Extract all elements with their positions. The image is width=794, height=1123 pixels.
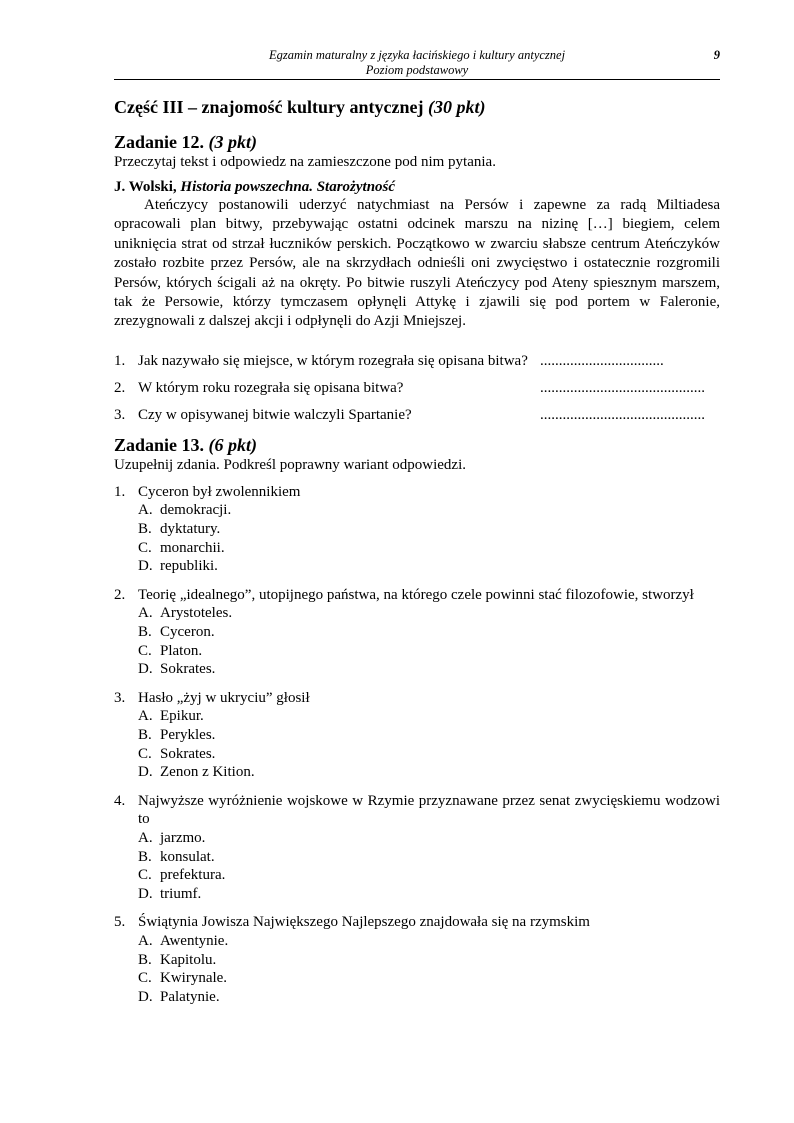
page-number: 9 bbox=[713, 48, 720, 62]
option-text[interactable]: monarchii. bbox=[160, 539, 225, 556]
option-letter: A. bbox=[138, 502, 153, 519]
question-text: Cyceron był zwolennikiem bbox=[138, 483, 301, 500]
option-letter: B. bbox=[138, 951, 152, 968]
option-text[interactable]: Kapitolu. bbox=[160, 951, 217, 968]
answer-option[interactable] bbox=[138, 969, 720, 988]
answer-option[interactable] bbox=[138, 707, 720, 726]
task-12-points: (3 pkt) bbox=[208, 132, 258, 152]
task-13-questions bbox=[114, 483, 720, 1006]
option-text[interactable]: Arystoteles. bbox=[160, 605, 233, 622]
page-header bbox=[114, 48, 720, 80]
question-text: W którym roku rozegrała się opisana bitwa? bbox=[138, 379, 404, 396]
option-letter: A. bbox=[138, 829, 153, 846]
option-text[interactable]: triumf. bbox=[160, 885, 202, 902]
choice-question bbox=[114, 483, 720, 576]
task-13-title bbox=[114, 435, 720, 456]
choice-question bbox=[114, 913, 720, 1006]
answer-option[interactable] bbox=[138, 988, 720, 1007]
source-text: Ateńczycy postanowili uderzyć natychmiast na Persów i zapewne za radą Miltiadesa opracowali plan bitwy, przebywając ostatni odcinek marszu na nizinę […] biegiem, celem uniknięcia strat od strzał łuczników perskich. Początkowo w zwarciu słabsze centrum Ateńczyków zostało rozbite przez Persów, ale na skrzydłach odnieśli oni zwycięstwo i ostatecznie rozgromili Persów, których ścigali aż na okręty. Po bitwie ruszyli Ateńczycy pod Ateny spiesznym marszem, tak że Persowie, którzy tymczasem opłynęli Attykę i zjawili się pod portem w Faleronie, zrezygnowali z dalszej akcji i odpłynęli do Azji Mniejszej. bbox=[114, 197, 720, 330]
option-text[interactable]: republiki. bbox=[160, 558, 218, 575]
answer-option[interactable] bbox=[138, 501, 720, 520]
option-letter: C. bbox=[138, 642, 152, 659]
task-12-questions bbox=[114, 352, 720, 424]
option-letter: C. bbox=[138, 970, 152, 987]
question-number: 4. bbox=[114, 792, 126, 809]
option-letter: A. bbox=[138, 708, 153, 725]
task-12-title bbox=[114, 132, 720, 153]
source-citation bbox=[114, 178, 720, 196]
option-letter: B. bbox=[138, 848, 152, 865]
option-letter: C. bbox=[138, 867, 152, 884]
source-author: J. Wolski, bbox=[114, 179, 177, 195]
option-text[interactable]: Awentynie. bbox=[160, 932, 229, 949]
option-letter: B. bbox=[138, 624, 152, 640]
choice-question bbox=[114, 689, 720, 782]
header-level: Poziom podstawowy bbox=[365, 63, 469, 77]
task-12-title-text: Zadanie 12. bbox=[114, 132, 205, 152]
task-13-points: (6 pkt) bbox=[208, 434, 258, 455]
part-points: (30 pkt) bbox=[427, 97, 486, 117]
option-text[interactable]: Platon. bbox=[160, 642, 203, 659]
option-text[interactable]: konsulat. bbox=[160, 848, 215, 865]
source-title: Historia powszechna. Starożytność bbox=[180, 179, 396, 195]
question-number: 5. bbox=[114, 914, 126, 931]
answer-option[interactable] bbox=[138, 951, 720, 970]
option-letter: A. bbox=[138, 932, 153, 949]
answer-option[interactable] bbox=[138, 848, 720, 867]
page-content bbox=[114, 96, 720, 1006]
task-12-instruction: Przeczytaj tekst i odpowiedz na zamieszczone pod nim pytania. bbox=[114, 154, 496, 170]
part-title-text: Część III – znajomość kultury antycznej bbox=[114, 97, 424, 117]
option-letter: D. bbox=[138, 764, 153, 781]
answer-option[interactable] bbox=[138, 866, 720, 885]
option-letter: C. bbox=[138, 539, 152, 556]
answer-option[interactable] bbox=[138, 660, 720, 679]
question-row bbox=[114, 379, 720, 397]
option-text[interactable]: Cyceron. bbox=[160, 624, 215, 640]
option-text[interactable]: Sokrates. bbox=[160, 661, 216, 678]
option-text[interactable]: Epikur. bbox=[160, 708, 204, 725]
part-title bbox=[114, 96, 720, 118]
header-exam-title: Egzamin maturalny z języka łacińskiego i kultury antycznej bbox=[268, 48, 566, 62]
answer-option[interactable] bbox=[138, 932, 720, 951]
question-number: 3. bbox=[114, 406, 126, 423]
answer-blank[interactable]: ............................................ bbox=[540, 406, 705, 423]
option-letter: B. bbox=[138, 521, 152, 538]
answer-option[interactable] bbox=[138, 520, 720, 539]
answer-blank[interactable]: ................................. bbox=[540, 352, 664, 369]
task-13-instruction: Uzupełnij zdania. Podkreśl poprawny wariant odpowiedzi. bbox=[114, 456, 466, 473]
option-text[interactable]: Kwirynale. bbox=[160, 970, 228, 987]
option-text[interactable]: dyktatury. bbox=[160, 521, 221, 538]
question-row bbox=[114, 406, 720, 424]
task-13-title-text: Zadanie 13. bbox=[114, 434, 205, 455]
choice-question bbox=[114, 586, 720, 679]
option-text[interactable]: Sokrates. bbox=[160, 745, 216, 762]
option-text[interactable]: Perykles. bbox=[160, 726, 216, 743]
option-letter: B. bbox=[138, 726, 152, 743]
answer-option[interactable] bbox=[138, 745, 720, 764]
answer-option[interactable] bbox=[138, 539, 720, 558]
question-number: 1. bbox=[114, 352, 126, 369]
option-text[interactable]: prefektura. bbox=[160, 867, 226, 884]
answer-option[interactable] bbox=[138, 763, 720, 782]
answer-option[interactable] bbox=[138, 642, 720, 661]
option-text[interactable]: Zenon z Kition. bbox=[160, 764, 255, 781]
question-text: Teorię „idealnego”, utopijnego państwa, na którego czele powinni stać filozofowie, stworzył bbox=[138, 586, 694, 603]
answer-blank[interactable]: ............................................ bbox=[540, 379, 705, 396]
option-letter: D. bbox=[138, 558, 153, 575]
option-letter: D. bbox=[138, 661, 153, 678]
option-text[interactable]: Palatynie. bbox=[160, 988, 220, 1005]
answer-option[interactable] bbox=[138, 885, 720, 904]
question-text: Czy w opisywanej bitwie walczyli Spartanie? bbox=[138, 406, 412, 423]
option-text[interactable]: demokracji. bbox=[160, 502, 232, 519]
question-text: Najwyższe wyróżnienie wojskowe w Rzymie przyznawane przez senat zwycięskiemu wodzowi to bbox=[138, 792, 720, 828]
question-number: 2. bbox=[114, 586, 126, 603]
answer-option[interactable] bbox=[138, 557, 720, 576]
question-text: Jak nazywało się miejsce, w którym rozegrała się opisana bitwa? bbox=[138, 352, 528, 369]
option-letter: C. bbox=[138, 745, 152, 762]
option-letter: A. bbox=[138, 605, 153, 622]
option-letter: D. bbox=[138, 988, 153, 1005]
choice-question bbox=[114, 792, 720, 904]
option-text[interactable]: jarzmo. bbox=[160, 829, 206, 846]
question-number: 2. bbox=[114, 379, 126, 396]
answer-option[interactable] bbox=[138, 726, 720, 745]
question-number: 1. bbox=[114, 483, 126, 500]
question-text: Świątynia Jowisza Największego Najlepszego znajdowała się na rzymskim bbox=[138, 914, 590, 931]
answer-option[interactable] bbox=[138, 623, 720, 642]
question-text: Hasło „żyj w ukryciu” głosił bbox=[138, 689, 310, 706]
question-number: 3. bbox=[114, 689, 126, 706]
answer-option[interactable] bbox=[138, 829, 720, 848]
answer-option[interactable] bbox=[138, 604, 720, 623]
option-letter: D. bbox=[138, 885, 153, 902]
question-row bbox=[114, 352, 720, 370]
